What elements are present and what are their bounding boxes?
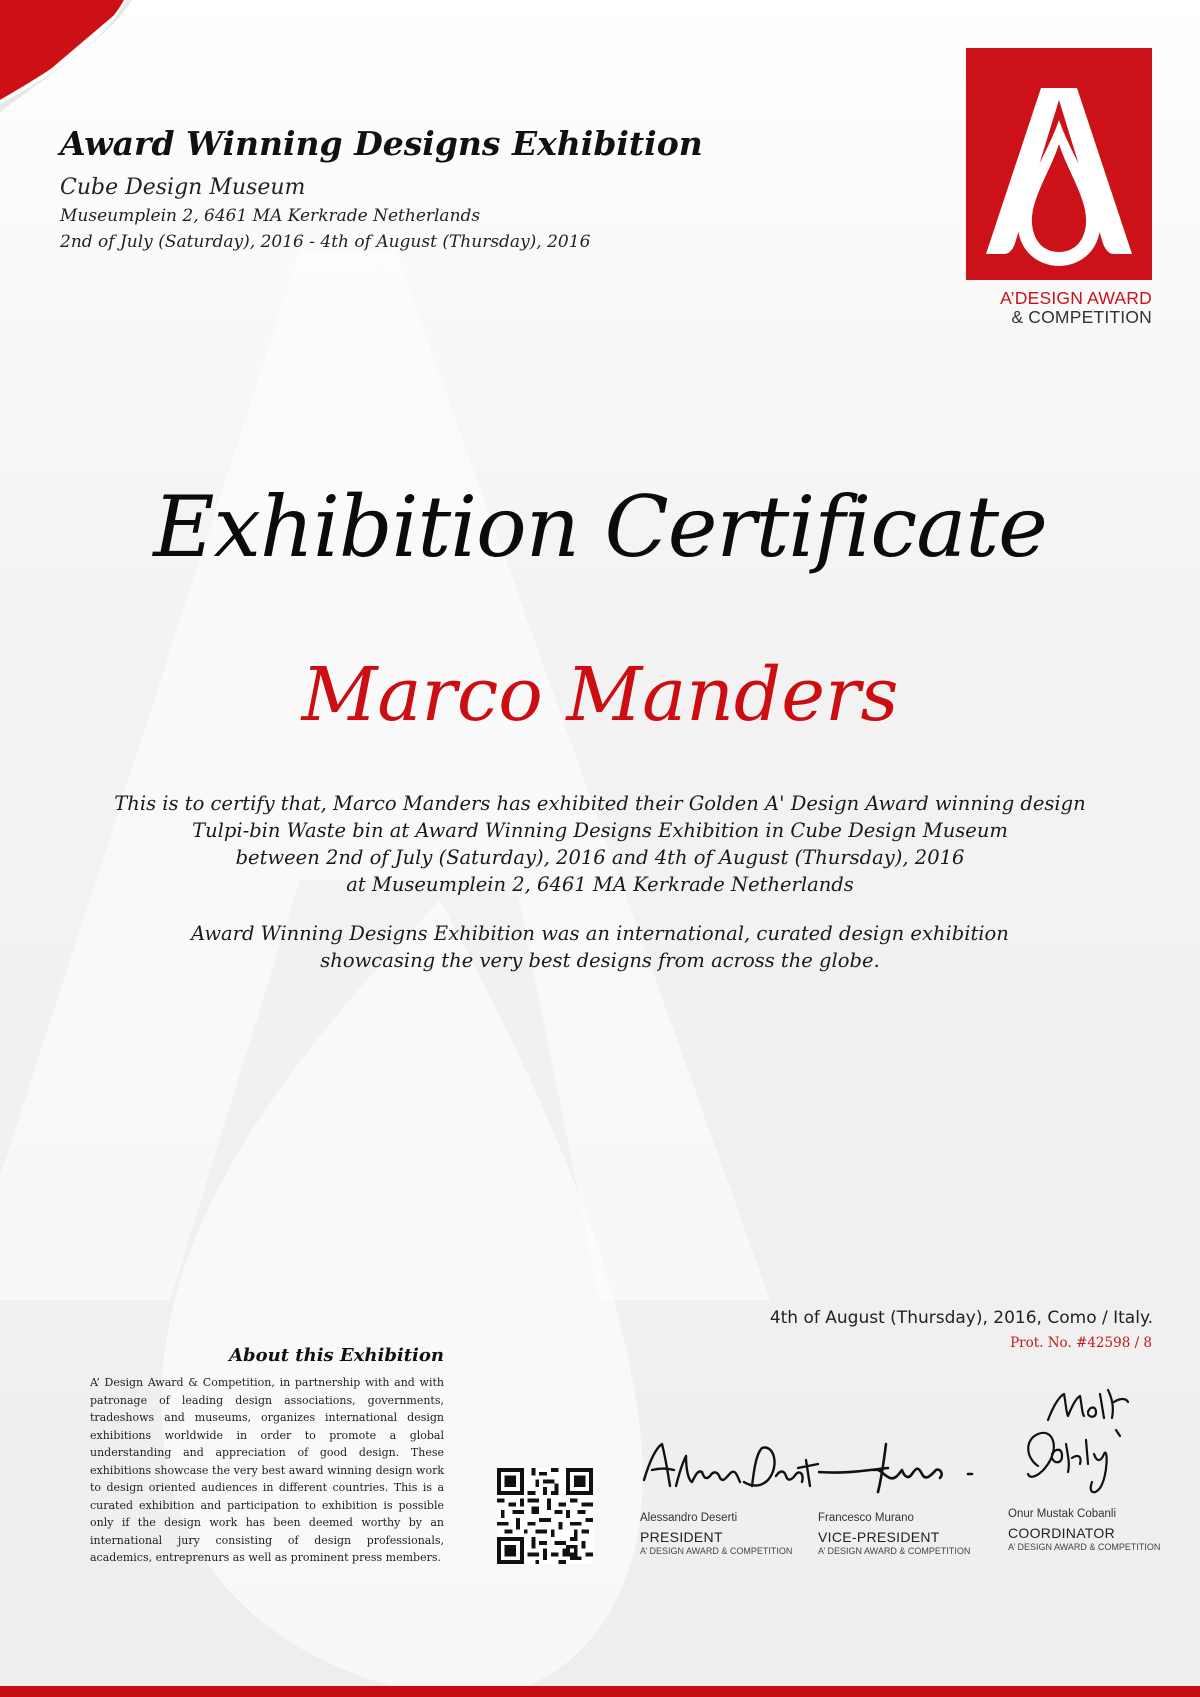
logo-text-design-award: A’DESIGN AWARD (1000, 288, 1152, 308)
about-exhibition (90, 1345, 444, 1567)
signatory-name: Francesco Murano (818, 1512, 914, 1524)
body-line: at Museumplein 2, 6461 MA Kerkrade Netherlands (346, 873, 854, 896)
signatory-role: VICE-PRESIDENT (818, 1529, 940, 1545)
signatory-org: A’ DESIGN AWARD & COMPETITION (1008, 1542, 1161, 1552)
award-logo (966, 48, 1152, 327)
venue-address: Museumplein 2, 6461 MA Kerkrade Netherlands (60, 206, 481, 226)
body-line: between 2nd of July (Saturday), 2016 and 4th of August (Thursday), 2016 (235, 846, 965, 869)
signature-coordinator-icon (1008, 1384, 1138, 1502)
bottom-red-bar (0, 1686, 1200, 1697)
signatory-name: Onur Mustak Cobanli (1008, 1508, 1117, 1520)
signature-vice-president-icon (818, 1430, 988, 1502)
logo-text-competition: & COMPETITION (1011, 307, 1152, 327)
signatory-org: A’ DESIGN AWARD & COMPETITION (818, 1546, 971, 1556)
issue-date-place: 4th of August (Thursday), 2016, Como / Italy. (769, 1308, 1153, 1328)
signatory-vice-president (818, 1430, 988, 1556)
signatory-president (640, 1430, 820, 1556)
about-text: A’ Design Award & Competition, in partnership with and with patronage of leading design associations, governments, tradeshows and museums, organizes international design exhibitions worldwide in order to promote a global understanding and appreciation of good design. These exhibitions showcase the very best award winning design work to design oriented audiences in different countries. This is a curated exhibition and participation to exhibition is possible only if the design work has been deemed worthy by an international jury consisting of design professionals, academics, entreprenurs as well as prominent press members. (90, 1376, 444, 1564)
event-header (60, 124, 820, 252)
about-title: About this Exhibition (229, 1345, 444, 1366)
signatory-role: PRESIDENT (640, 1529, 723, 1545)
signatory-coordinator (1008, 1384, 1160, 1552)
protocol-number: Prot. No. #42598 / 8 (1010, 1335, 1152, 1351)
certificate-body (60, 790, 1140, 974)
signatory-role: COORDINATOR (1008, 1525, 1116, 1541)
event-title: Award Winning Designs Exhibition (60, 124, 703, 163)
body-line: Tulpi-bin Waste bin at Award Winning Designs Exhibition in Cube Design Museum (192, 819, 1008, 842)
venue-name: Cube Design Museum (60, 175, 306, 200)
signatory-org: A’ DESIGN AWARD & COMPETITION (640, 1546, 793, 1556)
qr-code-icon[interactable] (497, 1468, 593, 1564)
body-line: This is to certify that, Marco Manders has exhibited their Golden A' Design Award winning design (114, 792, 1086, 815)
a-design-award-logo-icon (966, 48, 1152, 280)
recipient-name: Marco Manders (301, 652, 899, 738)
event-dates: 2nd of July (Saturday), 2016 - 4th of August (Thursday), 2016 (60, 232, 591, 252)
signatory-name: Alessandro Deserti (640, 1512, 738, 1524)
closing-line: Award Winning Designs Exhibition was an international, curated design exhibition (191, 922, 1009, 945)
certificate-title: Exhibition Certificate (153, 478, 1047, 576)
closing-line: showcasing the very best designs from across the globe. (320, 949, 880, 972)
page-curl-corner (0, 0, 140, 115)
signature-president-icon (640, 1430, 820, 1502)
